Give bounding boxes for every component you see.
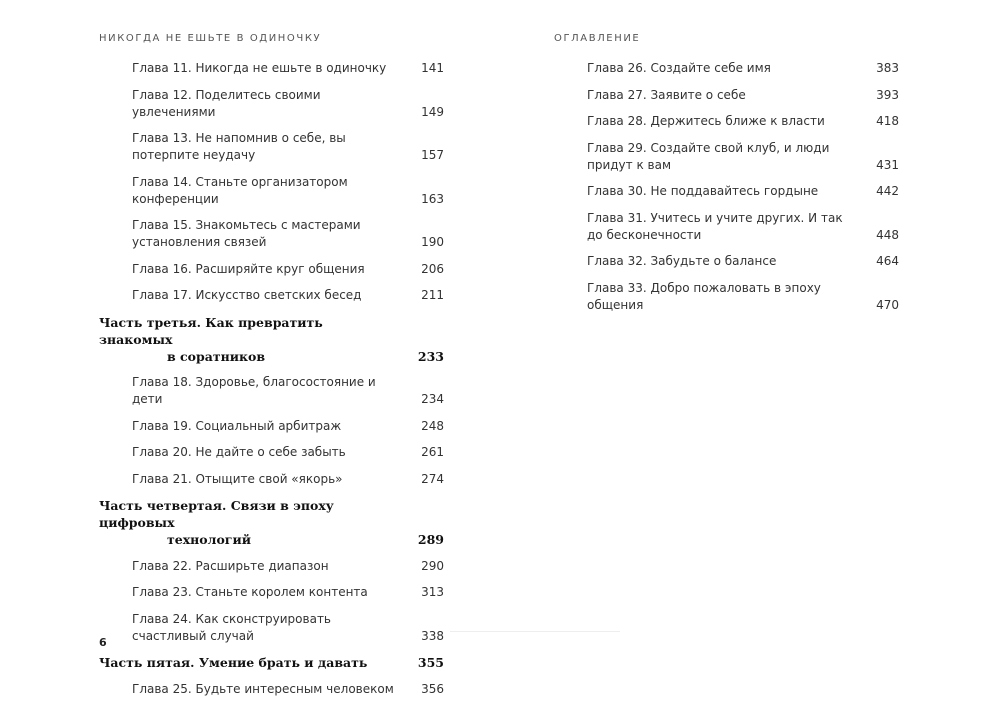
toc-entry-title: Глава 27. Заявите о себе	[587, 87, 746, 102]
toc-entry-title: Глава 13. Не напомнив о себе, вы потерпите неудачу	[132, 131, 346, 162]
toc-chapter-entry	[99, 558, 444, 575]
toc-chapter-entry	[99, 130, 444, 164]
toc-entry-title: Глава 22. Расширьте диапазон	[132, 558, 329, 573]
toc-entry-page: 206	[421, 261, 444, 276]
toc-chapter-entry	[99, 611, 444, 645]
toc-left-column	[99, 60, 444, 707]
toc-entry-page: 448	[876, 227, 899, 242]
toc-part-title-line2: в соратников	[167, 348, 266, 364]
toc-entry-page: 157	[421, 148, 444, 162]
toc-entry-page: 190	[421, 235, 444, 249]
toc-entry-page: 470	[876, 297, 899, 312]
toc-entry-page: 355	[417, 655, 444, 670]
toc-chapter-entry	[99, 261, 444, 278]
toc-entry-title: Глава 14. Станьте организатором конференции	[132, 174, 348, 206]
toc-entry-page: 393	[876, 87, 899, 102]
toc-chapter-entry	[554, 60, 899, 77]
running-head-right: ОГЛАВЛЕНИЕ	[554, 33, 641, 44]
toc-entry-title: Глава 29. Создайте свой клуб, и люди придут к вам	[587, 140, 830, 172]
page-number: 6	[99, 636, 107, 649]
toc-entry-title: Глава 12. Поделитесь своими увлечениями	[132, 87, 321, 119]
toc-entry-page: 211	[421, 288, 444, 302]
toc-entry-title: Глава 31. Учитесь и учите других. И так до бесконечности	[587, 210, 843, 242]
toc-part-entry	[99, 314, 444, 365]
toc-entry-title: Глава 17. Искусство светских бесед	[132, 288, 362, 302]
toc-entry-page: 141	[421, 61, 444, 75]
toc-entry-page: 233	[417, 348, 444, 364]
toc-part-entry	[99, 654, 444, 671]
toc-entry-title: Глава 30. Не поддавайтесь гордыне	[587, 184, 819, 198]
toc-entry-page: 149	[421, 104, 444, 119]
toc-entry-page: 163	[421, 191, 444, 206]
toc-entry-title: Глава 20. Не дайте о себе забыть	[132, 445, 346, 459]
toc-entry-title: Глава 15. Знакомьтесь с мастерами установления связей	[132, 218, 361, 249]
toc-chapter-entry	[99, 584, 444, 601]
toc-chapter-entry	[554, 113, 899, 130]
toc-entry-title: Глава 32. Забудьте о балансе	[587, 254, 777, 268]
toc-chapter-entry	[99, 681, 444, 698]
toc-entry-page: 356	[421, 681, 444, 696]
toc-entry-title: Глава 16. Расширяйте круг общения	[132, 261, 365, 276]
toc-entry-page: 248	[421, 418, 444, 433]
toc-part-title-line2: технологий	[167, 532, 251, 547]
toc-chapter-entry	[554, 210, 899, 244]
toc-chapter-entry	[99, 174, 444, 208]
toc-chapter-entry	[99, 287, 444, 304]
toc-entry-title	[99, 314, 384, 365]
toc-entry-title: Глава 11. Никогда не ешьте в одиночку	[132, 61, 387, 75]
toc-entry-page: 442	[876, 184, 899, 198]
toc-chapter-entry	[554, 280, 899, 314]
toc-entry-title	[99, 497, 384, 548]
toc-part-entry	[99, 497, 444, 548]
toc-part-title-line1: Часть третья. Как превратить знакомых	[99, 314, 323, 347]
toc-entry-title: Глава 25. Будьте интересным человеком	[132, 681, 394, 696]
toc-entry-title: Глава 23. Станьте королем контента	[132, 585, 368, 599]
toc-right-column	[554, 60, 899, 323]
toc-entry-page: 274	[421, 471, 444, 486]
toc-entry-title: Глава 24. Как сконструировать счастливый случай	[132, 611, 332, 643]
toc-entry-page: 338	[421, 628, 444, 643]
toc-chapter-entry	[99, 60, 444, 77]
toc-entry-page: 261	[421, 445, 444, 459]
toc-chapter-entry	[99, 444, 444, 461]
toc-entry-page: 289	[417, 532, 444, 547]
toc-chapter-entry	[99, 87, 444, 121]
toc-entry-page: 464	[876, 254, 899, 268]
toc-chapter-entry	[554, 87, 899, 104]
toc-entry-page: 431	[876, 157, 899, 172]
toc-entry-title: Глава 33. Добро пожаловать в эпоху общения	[587, 280, 821, 312]
toc-chapter-entry	[554, 183, 899, 200]
toc-chapter-entry	[554, 140, 899, 174]
toc-entry-title: Глава 21. Отыщите свой «якорь»	[132, 471, 343, 486]
toc-chapter-entry	[99, 374, 444, 408]
toc-entry-page: 313	[421, 585, 444, 599]
toc-chapter-entry	[99, 217, 444, 251]
toc-entry-title: Глава 18. Здоровье, благосостояние и дети	[132, 375, 376, 406]
toc-entry-page: 234	[421, 392, 444, 406]
toc-chapter-entry	[99, 418, 444, 435]
toc-entry-title: Глава 26. Создайте себе имя	[587, 61, 771, 75]
divider	[450, 631, 620, 632]
toc-entry-page: 290	[421, 558, 444, 573]
toc-entry-title: Глава 28. Держитесь ближе к власти	[587, 114, 825, 128]
toc-entry-title: Глава 19. Социальный арбитраж	[132, 418, 342, 433]
toc-chapter-entry	[99, 471, 444, 488]
toc-part-title-line1: Часть пятая. Умение брать и давать	[99, 655, 368, 670]
toc-entry-page: 418	[876, 114, 899, 128]
toc-entry-page: 383	[876, 61, 899, 75]
toc-part-title-line1: Часть четвертая. Связи в эпоху цифровых	[99, 498, 334, 530]
toc-entry-title	[99, 654, 384, 671]
running-head-left: НИКОГДА НЕ ЕШЬТЕ В ОДИНОЧКУ	[99, 33, 322, 44]
toc-chapter-entry	[554, 253, 899, 270]
